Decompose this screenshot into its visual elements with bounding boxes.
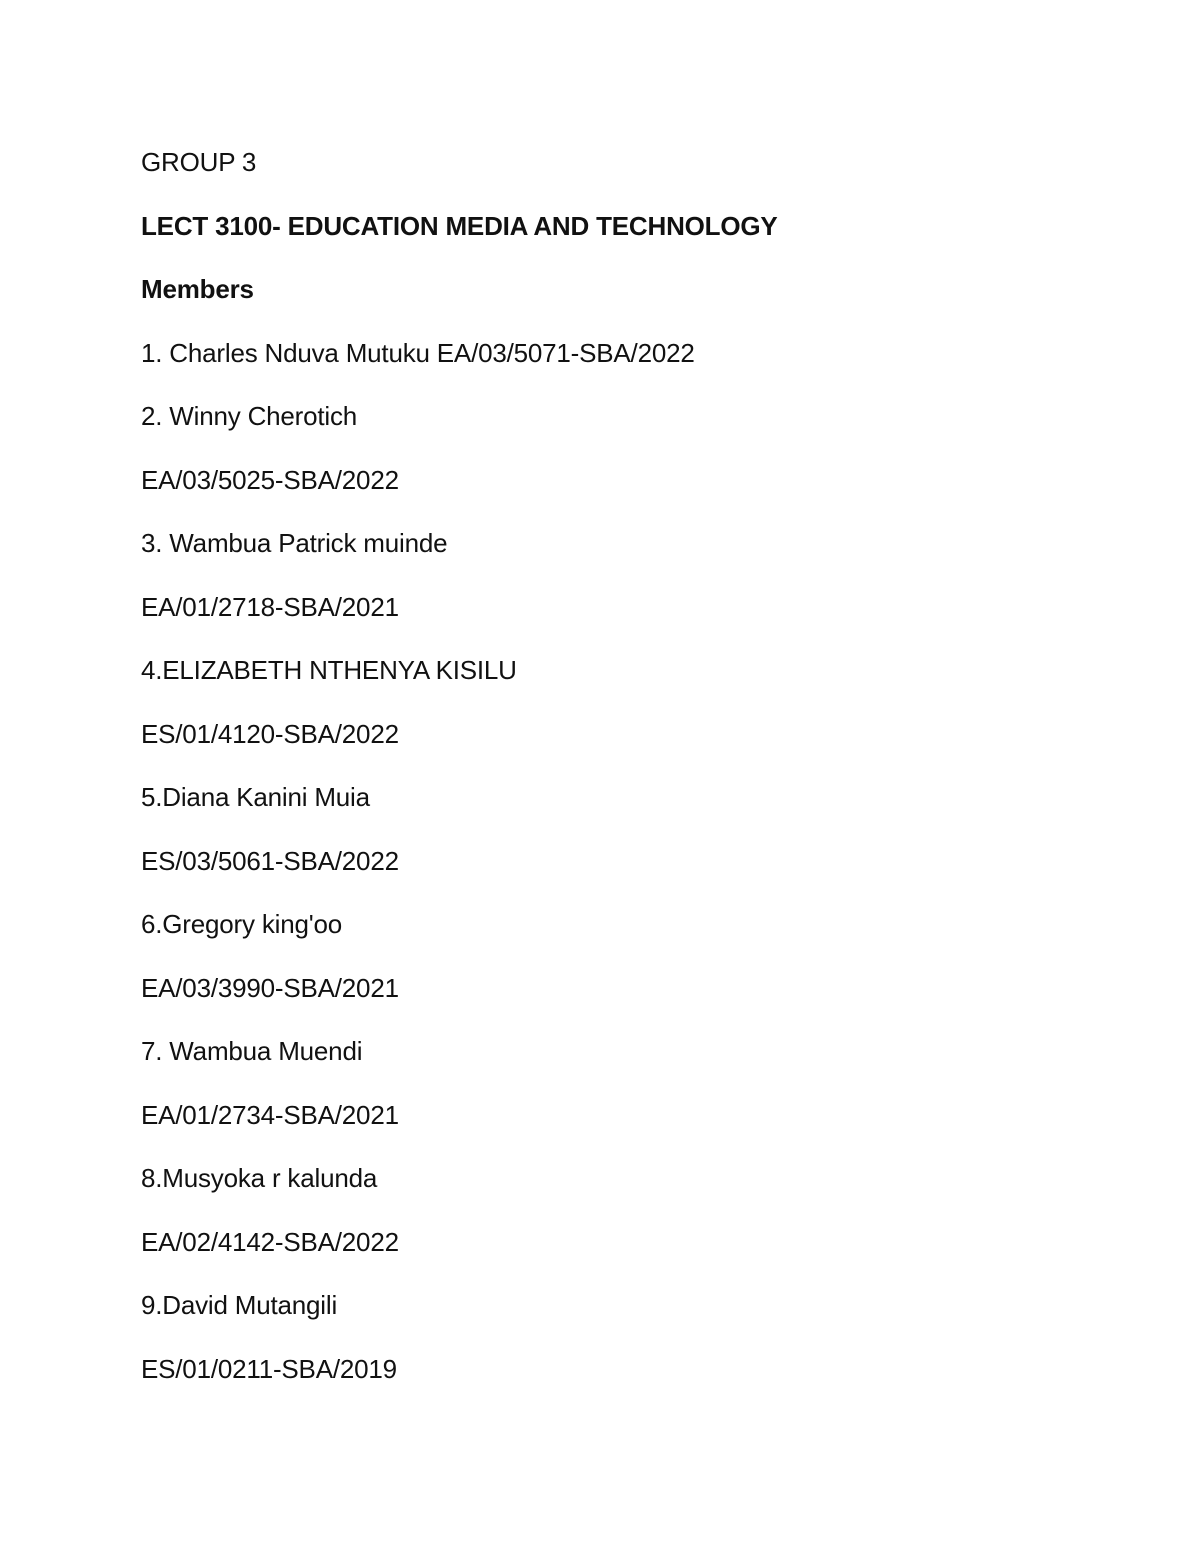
- member-line: ES/01/4120-SBA/2022: [141, 718, 399, 749]
- member-line: 5.Diana Kanini Muia: [141, 782, 370, 812]
- member-line: 7. Wambua Muendi: [141, 1036, 363, 1066]
- course-title: LECT 3100- EDUCATION MEDIA AND TECHNOLOGY: [141, 210, 778, 241]
- member-line: 4.ELIZABETH NTHENYA KISILU: [141, 655, 517, 685]
- member-line: EA/02/4142-SBA/2022: [141, 1226, 399, 1257]
- document-body: [141, 142, 1141, 1412]
- member-line: EA/03/5025-SBA/2022: [141, 464, 399, 495]
- member-line: 3. Wambua Patrick muinde: [141, 528, 448, 558]
- member-line: ES/01/0211-SBA/2019: [141, 1353, 397, 1384]
- member-line: EA/03/3990-SBA/2021: [141, 972, 399, 1003]
- member-line: 9.David Mutangili: [141, 1290, 338, 1320]
- members-heading: Members: [141, 274, 254, 304]
- member-line: 1. Charles Nduva Mutuku EA/03/5071-SBA/2022: [141, 337, 695, 368]
- member-line: ES/03/5061-SBA/2022: [141, 845, 399, 876]
- member-line: EA/01/2734-SBA/2021: [141, 1099, 399, 1130]
- member-line: EA/01/2718-SBA/2021: [141, 591, 399, 622]
- group-label: GROUP 3: [141, 147, 257, 177]
- member-line: 2. Winny Cherotich: [141, 401, 358, 431]
- member-line: 6.Gregory king'oo: [141, 909, 343, 939]
- member-line: 8.Musyoka r kalunda: [141, 1163, 378, 1193]
